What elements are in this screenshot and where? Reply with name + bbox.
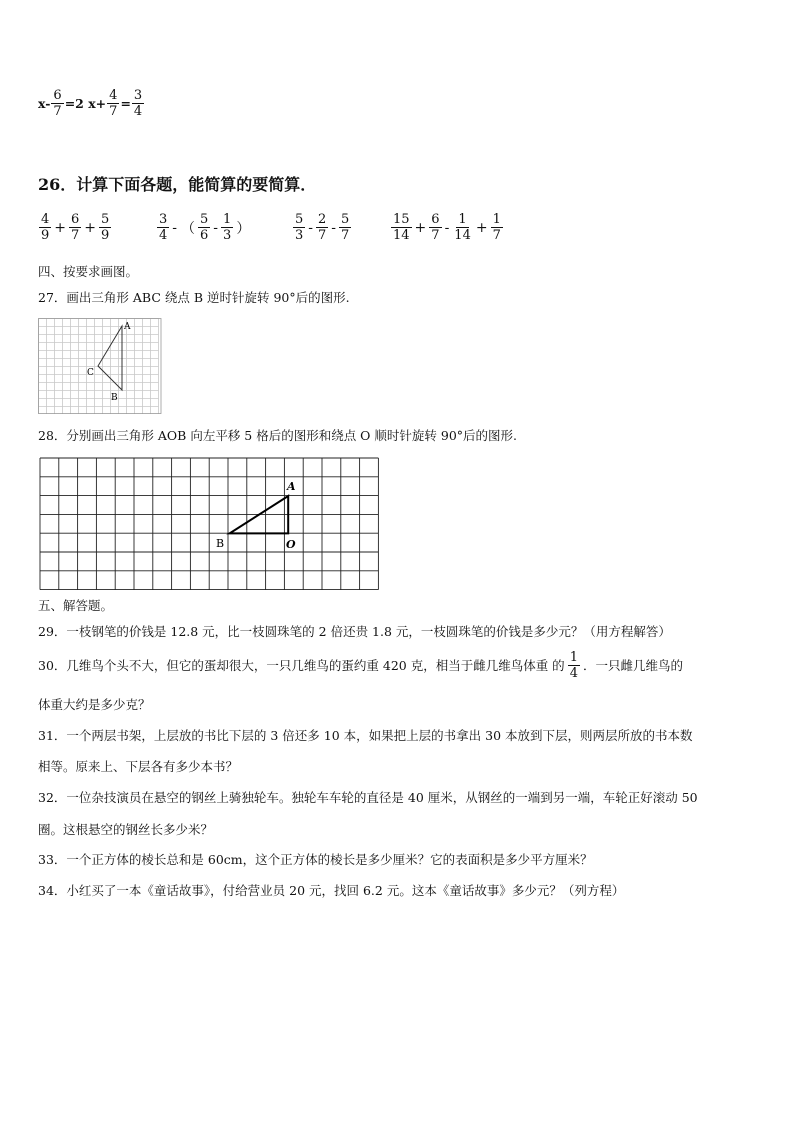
equation-part: =2 x+	[64, 95, 107, 111]
question-29-text: 29．一枝钢笔的价钱是 12.8 元，比一枝圆珠笔的 2 倍还贵 1.8 元，一枝圆珠笔的价钱是多少元？（用方程解答）	[38, 624, 671, 639]
section-4-heading: 四、按要求画图。	[38, 264, 139, 279]
question-31-line-2: 相等。原来上、下层各有多少本书？	[38, 759, 239, 774]
q28-grid-figure	[38, 456, 382, 590]
label-a: A	[287, 480, 296, 493]
question-26-title: 26．计算下面各题，能简算的要简算．	[38, 175, 317, 194]
q27-grid-figure	[38, 318, 162, 414]
equation-part: x-	[38, 95, 51, 111]
question-28-text: 28．分别画出三角形 AOB 向左平移 5 格后的图形和绕点 O 顺时针旋转 90°后的图形.	[38, 428, 518, 443]
calc-expression-4: $\frac{15}{14}$ + $\frac{6}{7}$ - $\frac{1}{14}$ + $\frac{1}{7}$	[393, 212, 501, 243]
question-33-text: 33．一个正方体的棱长总和是 60cm，这个正方体的棱长是多少厘米？它的表面积是多少平方厘米？	[38, 852, 593, 867]
fraction: $\frac{3}{4}$	[133, 88, 143, 119]
question-34-text: 34．小红买了一本《童话故事》，付给营业员 20 元，找回 6.2 元。这本《童话故事》多少元？（列方程）	[38, 883, 625, 898]
label-c: C	[87, 368, 94, 378]
question-32-line-2: 圈。这根悬空的钢丝长多少米？	[38, 822, 214, 837]
question-27-text: 27．画出三角形 ABC 绕点 B 逆时针旋转 90°后的图形.	[38, 290, 350, 305]
question-32-line-1: 32．一位杂技演员在悬空的钢丝上骑独轮车。独轮车车轮的直径是 40 厘米，从钢丝的一端到另一端，车轮正好滚动 50	[38, 790, 698, 805]
question-30-line-2: 体重大约是多少克？	[38, 697, 151, 712]
calc-expression-2: $\frac{3}{4}$ - （ $\frac{5}{6}$ - $\frac{1}{3}$ ）	[159, 212, 251, 243]
label-b: B	[111, 393, 118, 403]
section-5-heading: 五、解答题。	[38, 598, 114, 613]
question-31-line-1: 31．一个两层书架，上层放的书比下层的 3 倍还多 10 本，如果把上层的书拿出 30 本放到下层，则两层所放的书本数	[38, 728, 693, 743]
equation	[38, 88, 145, 119]
label-b: B	[216, 537, 225, 550]
fraction: $\frac{4}{7}$	[109, 88, 118, 119]
calc-expression-3: $\frac{5}{3}$ - $\frac{2}{7}$ - $\frac{5}{7}$	[295, 212, 350, 243]
label-o: O	[286, 538, 296, 551]
question-30-line-1: 30．几维鸟个头不大，但它的蛋却很大，一只几维鸟的蛋约重 420 克，相当于雌几维鸟体重 的 $\frac{1}{4}$ ．一只雌几维鸟的	[38, 650, 683, 681]
calc-expression-1: $\frac{4}{9}$ + $\frac{6}{7}$ + $\frac{5}{9}$	[41, 212, 110, 243]
label-a: A	[124, 322, 131, 332]
fraction: $\frac{6}{7}$	[53, 88, 62, 119]
equation-part: =	[120, 95, 131, 111]
